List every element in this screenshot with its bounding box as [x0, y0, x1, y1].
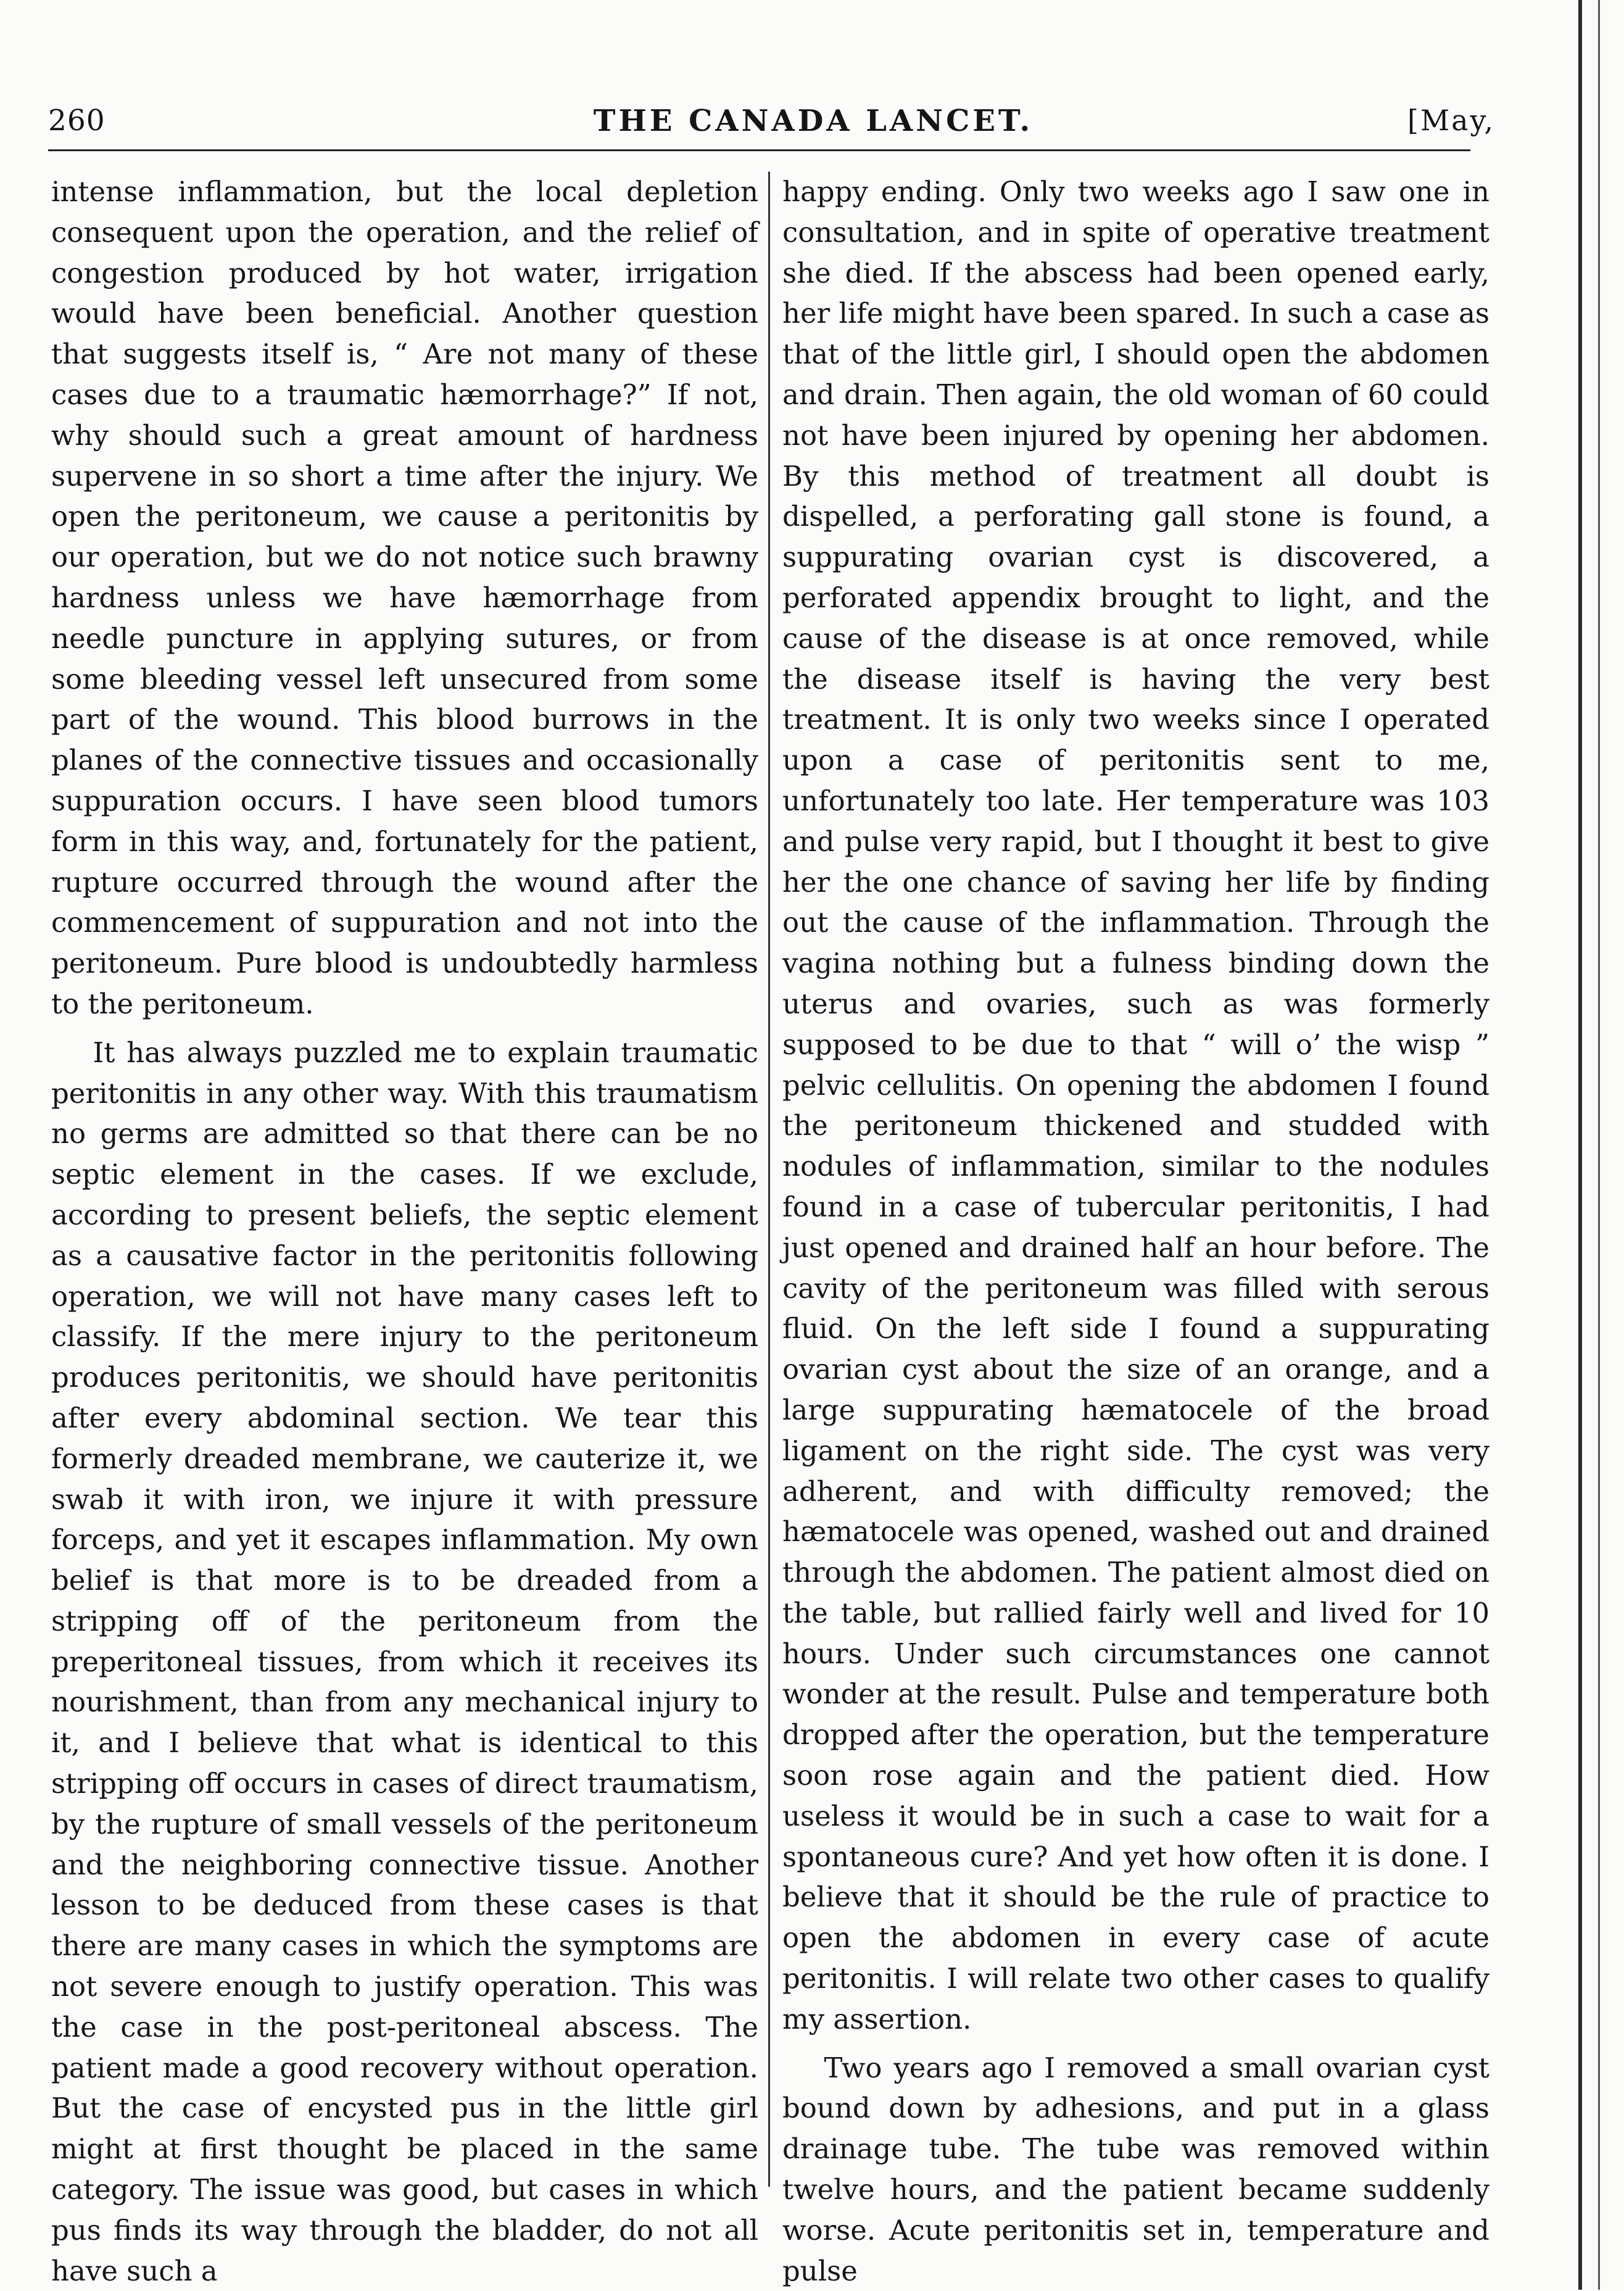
page-header	[48, 104, 1495, 148]
running-head: [May,	[1407, 104, 1495, 137]
right-column	[782, 172, 1489, 2291]
column-divider	[768, 172, 770, 2187]
left-paragraph-1: intense inflammation, but the local depletion consequent upon the operation, and the relief of congestion produced by hot water, irrigation would have been beneficial. Another question that suggests itself is, “ Are not many of these cases due to a traumatic hæmorrhage?” If not, why should such a great amount of hardness supervene in so short a time after the injury. We open the peritoneum, we cause a peritonitis by our operation, but we do not notice such brawny hardness unless we have hæmorrhage from needle puncture in applying sutures, or from some bleeding vessel left unsecured from some part of the wound. This blood burrows in the planes of the connective tissues and occasionally suppuration occurs. I have seen blood tumors form in this way, and, fortunately for the patient, rupture occurred through the wound after the commencement of suppuration and not into the peritoneum. Pure blood is undoubtedly harmless to the peritoneum.	[51, 175, 758, 1020]
right-paragraph-2: Two years ago I removed a small ovarian cyst bound down by adhesions, and put in a glass drainage tube. The tube was removed within twelve hours, and the patient became suddenly worse. Acute peritonitis set in, temperature and pulse	[782, 2051, 1489, 2287]
binding-edge-line	[1578, 0, 1582, 2290]
left-paragraph-2: It has always puzzled me to explain traumatic peritonitis in any other way. With this traumatism no germs are admitted so that there can be no septic element in the cases. If we exclude, according to present beliefs, the septic element as a causative factor in the peritonitis following operation, we will not have many cases left to classify. If the mere injury to the peritoneum produces peritonitis, we should have peritonitis after every abdominal section. We tear this formerly dreaded membrane, we cauterize it, we swab it with iron, we injure it with pressure forceps, and yet it escapes inflammation. My own belief is that more is to be dreaded from a stripping off of the peritoneum from the preperitoneal tissues, from which it receives its nourishment, than from any mechanical injury to it, and I believe that what is identical to this stripping off occurs in cases of direct traumatism, by the rupture of small vessels of the peritoneum and the neighboring connective tissue. Another lesson to be deduced from these cases is that there are many cases in which the symptoms are not severe enough to justify operation. This was the case in the post-peritoneal abscess. The patient made a good recovery without operation. But the case of encysted pus in the little girl might at first thought be placed in the same category. The issue was good, but cases in which pus finds its way through the bladder, do not all have such a	[51, 1036, 758, 2287]
page-number: 260	[48, 104, 106, 138]
right-paragraph-1: happy ending. Only two weeks ago I saw one in consultation, and in spite of operative treatment she died. If the abscess had been opened early, her life might have been spared. In such a case as that of the little girl, I should open the abdomen and drain. Then again, the old woman of 60 could not have been injured by opening her abdomen. By this method of treatment all doubt is dispelled, a perforating gall stone is found, a suppurating ovarian cyst is discovered, a perforated appendix brought to light, and the cause of the disease is at once removed, while the disease itself is having the very best treatment. It is only two weeks since I operated upon a case of peritonitis sent to me, unfortunately too late. Her temperature was 103 and pulse very rapid, but I thought it best to give her the one chance of saving her life by finding out the cause of the inflammation. Through the vagina nothing but a fulness binding down the uterus and ovaries, such as was formerly supposed to be due to that “ will o’ the wisp ” pelvic cellulitis. On opening the abdomen I found the peritoneum thickened and studded with nodules of inflammation, similar to the nodules found in a case of tubercular peritonitis, I had just opened and drained half an hour before. The cavity of the peritoneum was filled with serous fluid. On the left side I found a suppurating ovarian cyst about the size of an orange, and a large suppurating hæmatocele of the broad ligament on the right side. The cyst was very adherent, and with difficulty removed; the hæmatocele was opened, washed out and drained through the abdomen. The patient almost died on the table, but rallied fairly well and lived for 10 hours. Under such circumstances one cannot wonder at the result. Pulse and temperature both dropped after the operation, but the temperature soon rose again and the patient died. How useless it would be in such a case to wait for a spontaneous cure? And yet how often it is done. I believe that it should be the rule of practice to open the abdomen in every case of acute peritonitis. I will relate two other cases to qualify my assertion.	[782, 175, 1489, 2035]
binding-edge-line-outer	[1598, 0, 1600, 2290]
header-rule	[48, 149, 1470, 151]
journal-title: THE CANADA LANCET.	[593, 104, 1034, 138]
left-column	[51, 172, 758, 2291]
